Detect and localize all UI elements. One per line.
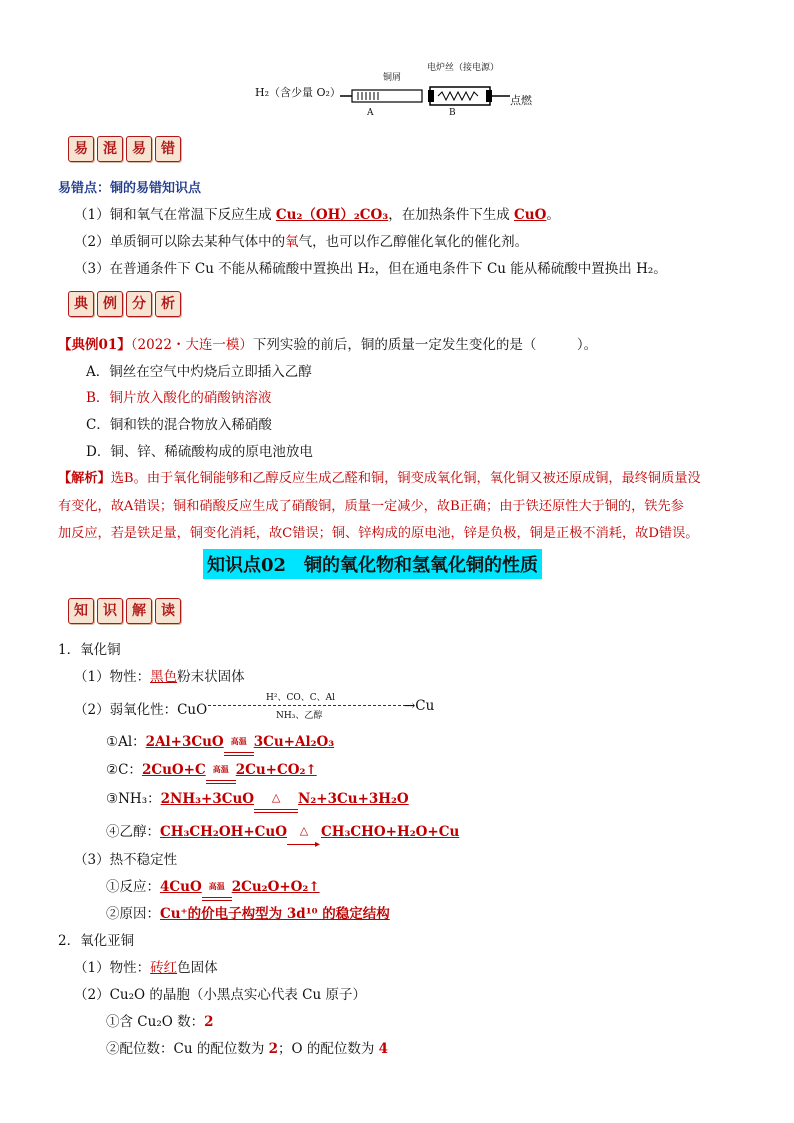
text: 。 <box>546 207 560 223</box>
text: ④乙醇： <box>106 824 160 840</box>
answer: 4 <box>378 1041 389 1057</box>
equation-left: 2CuO+C <box>141 762 206 778</box>
h2-label: H₂（含少量 O₂） <box>255 86 341 99</box>
equals-line <box>254 812 298 813</box>
reaction-al <box>106 730 334 750</box>
apparatus-diagram <box>255 62 555 122</box>
equation-left: 2Al+3CuO <box>145 734 224 750</box>
answer: 2 <box>268 1041 279 1057</box>
text: ，在加热条件下生成 <box>388 207 515 223</box>
badge-char: 易 <box>68 136 94 162</box>
badge-char: 错 <box>155 136 181 162</box>
text: ①Al： <box>106 734 146 750</box>
text: （1）物性： <box>74 669 151 685</box>
text: 气，也可以作乙醇催化氧化的催化剂。 <box>298 234 529 250</box>
cuo-title: 1．氧化铜 <box>58 642 121 658</box>
badge-char: 解 <box>126 598 152 624</box>
error-point-title: 易错点：铜的易错知识点 <box>58 181 202 196</box>
thermal-reason <box>106 902 390 922</box>
error-item-3: （3）在普通条件下 Cu 不能从稀硫酸中置换出 H₂，但在通电条件下 Cu 能从稀硫酸中置换出 H₂。 <box>74 261 667 277</box>
badge-error-prone <box>68 136 181 162</box>
answer: CuO <box>514 207 547 223</box>
cuo-physical <box>74 665 245 685</box>
text: ①反应： <box>106 879 160 895</box>
badge-char: 分 <box>126 291 152 317</box>
badge-char: 识 <box>97 598 123 624</box>
text: 选B。由于氧化铜能够和乙醇反应生成乙醛和铜，铜变成氧化铜，氧化铜又被还原成铜，最终铜质量没 <box>110 471 701 486</box>
equals-line <box>202 900 232 901</box>
equation-right: CH₃CHO+H₂O+Cu <box>320 824 460 840</box>
analysis-line-1 <box>58 467 701 486</box>
equals-line <box>224 755 254 756</box>
badge-char: 析 <box>155 291 181 317</box>
reaction-nh3 <box>106 787 409 807</box>
equals-line <box>206 780 236 781</box>
answer: Cu₂（OH）₂CO₃ <box>275 207 389 223</box>
example-question <box>58 333 597 353</box>
error-item-2 <box>74 230 528 250</box>
badge-char: 易 <box>126 136 152 162</box>
section-heading: 知识点02 铜的氧化物和氢氧化铜的性质 <box>203 549 542 579</box>
analysis-tag: 【解析】 <box>58 471 111 486</box>
text: 色固体 <box>177 960 218 976</box>
badge-char: 典 <box>68 291 94 317</box>
equals-line <box>202 897 232 898</box>
text: ②C： <box>106 762 142 778</box>
cu2o-count <box>106 1010 214 1030</box>
condition-text: 高温 <box>208 881 225 891</box>
arrow-head: ▸ <box>314 839 321 850</box>
answer: 黑色 <box>150 669 178 685</box>
example-source: （2022・大连一模） <box>130 337 253 353</box>
thermal-reaction <box>106 875 320 895</box>
equation-left: CH₃CH₂OH+CuO <box>160 824 287 840</box>
equation-right: 3Cu+Al₂O₃ <box>253 734 335 750</box>
reaction-ethanol <box>106 820 460 850</box>
reagents-top: H²、CO、C、Al <box>266 693 335 703</box>
badge-example-analysis <box>68 291 181 317</box>
equals-line <box>206 783 236 784</box>
equals-line <box>224 752 254 753</box>
cu2o-physical <box>74 956 218 976</box>
equals-line <box>254 809 298 810</box>
thermal-title: （3）热不稳定性 <box>74 852 178 868</box>
answer: 砖红 <box>150 960 178 976</box>
option-c: C．铜和铁的混合物放入稀硝酸 <box>86 417 272 433</box>
apparatus-drawing <box>340 84 510 108</box>
copper-label: 铜屑 <box>383 73 402 83</box>
answer: 2 <box>204 1014 214 1030</box>
reaction-c <box>106 758 317 778</box>
reagents-bottom: NH₃、乙醇 <box>276 711 323 721</box>
example-tag: 【典例01】 <box>58 337 131 353</box>
badge-char: 例 <box>97 291 123 317</box>
cuo-weak-oxidizing <box>74 698 207 718</box>
text: （2）弱氧化性：CuO <box>74 702 208 718</box>
text: ；O 的配位数为 <box>278 1041 379 1057</box>
option-a: A．铜丝在空气中灼烧后立即插入乙醇 <box>86 364 312 380</box>
condition-text: 高温 <box>212 764 229 774</box>
cu2o-cell: （2）Cu₂O 的晶胞（小黑点实心代表 Cu 原子） <box>74 987 366 1003</box>
equation-left: 2NH₃+3CuO <box>160 791 255 807</box>
badge-knowledge <box>68 598 181 624</box>
option-d: D．铜、锌、稀硫酸构成的原电池放电 <box>86 444 313 460</box>
b-label: B <box>449 108 456 118</box>
ignite-label: 点燃 <box>510 94 532 107</box>
text: （1）铜和氧气在常温下反应生成 <box>74 207 276 223</box>
condition-text: 高温 <box>230 736 247 746</box>
equation-left: 4CuO <box>160 879 202 895</box>
product-cu: →Cu <box>404 698 435 714</box>
arrow-line <box>287 844 317 845</box>
wire-label: 电炉丝（接电源） <box>427 63 500 73</box>
text: （2）单质铜可以除去某种气体中的 <box>74 234 286 250</box>
equation-right: 2Cu+CO₂↑ <box>235 762 317 778</box>
badge-char: 知 <box>68 598 94 624</box>
a-label: A <box>367 108 374 118</box>
text: ③NH₃： <box>106 791 161 807</box>
answer: 氧 <box>285 234 299 250</box>
equation-right: 2Cu₂O+O₂↑ <box>231 879 320 895</box>
analysis-line-3: 加反应，若是铁足量，铜变化消耗，故C错误；铜、锌构成的原电池，锌是负极，铜是正极不消耗，故D错误。 <box>58 526 699 541</box>
text: ②原因： <box>106 906 160 922</box>
text: ①含 Cu₂O 数： <box>106 1014 205 1030</box>
answer: Cu⁺的价电子构型为 3d¹⁰ 的稳定结构 <box>160 906 390 922</box>
text: （1）物性： <box>74 960 151 976</box>
condition-text: △ <box>271 791 281 804</box>
dashed-arrow <box>208 705 406 706</box>
text: ②配位数：Cu 的配位数为 <box>106 1041 269 1057</box>
error-item-1 <box>74 203 560 223</box>
badge-char: 混 <box>97 136 123 162</box>
analysis-line-2: 有变化，故A错误；铜和硝酸反应生成了硝酸铜，质量一定减少，故B正确；由于铁还原性大于铜的，铁先参 <box>58 499 684 514</box>
question-text: 下列实验的前后，铜的质量一定发生变化的是（ ）。 <box>252 337 598 353</box>
option-b: B．铜片放入酸化的硝酸钠溶液 <box>86 390 272 406</box>
equation-right: N₂+3Cu+3H₂O <box>298 791 409 807</box>
text: 粉末状固体 <box>177 669 245 685</box>
badge-char: 读 <box>155 598 181 624</box>
condition-text: △ <box>299 824 309 837</box>
cu2o-coordination <box>106 1037 388 1057</box>
cu2o-title: 2．氧化亚铜 <box>58 933 135 949</box>
